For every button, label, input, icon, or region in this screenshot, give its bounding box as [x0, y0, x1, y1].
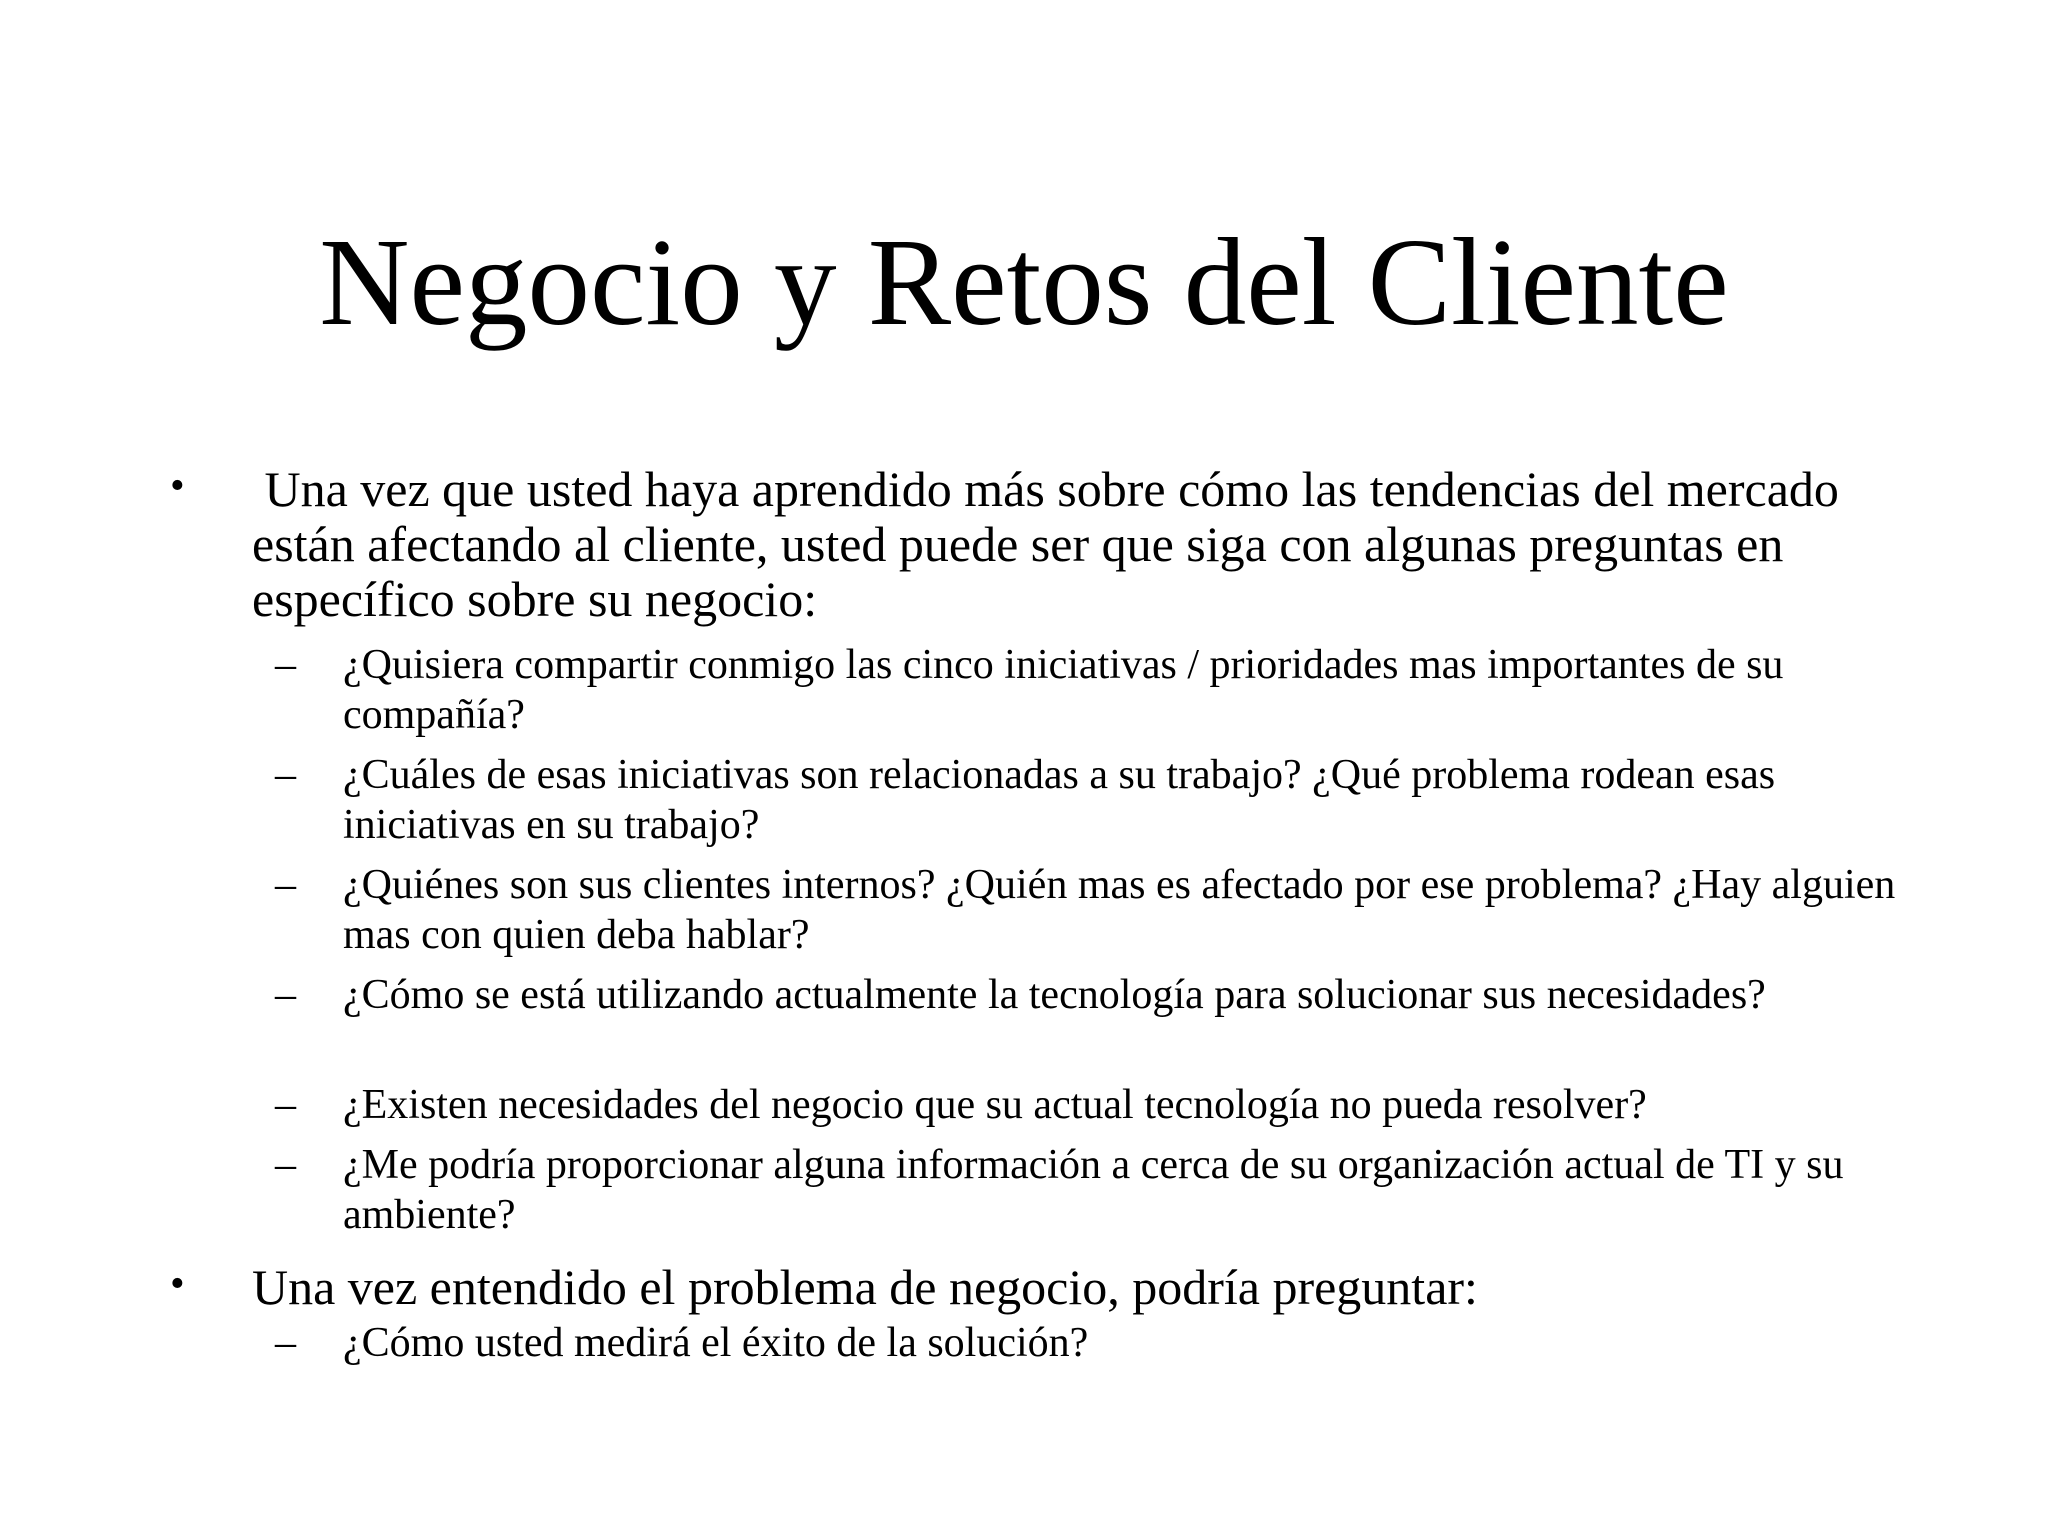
bullet-marker: • — [170, 1261, 185, 1307]
slide-title: Negocio y Retos del Cliente — [319, 214, 1729, 352]
sub-bullet-text: ¿Cuáles de esas iniciativas son relacionadas a su trabajo? ¿Qué problema rodean esas iniciativas en su trabajo? — [343, 752, 1776, 848]
sub-bullet-text: ¿Existen necesidades del negocio que su actual tecnología no pueda resolver? — [343, 1082, 1647, 1128]
dash-marker: – — [275, 1320, 296, 1366]
dash-marker: – — [275, 1082, 296, 1128]
bullet-text: Una vez entendido el problema de negocio, podría preguntar: — [252, 1259, 1478, 1315]
sub-bullet-text: ¿Quiénes son sus clientes internos? ¿Quién mas es afectado por ese problema? ¿Hay alguien mas con quien deba hablar? — [343, 862, 1896, 958]
dash-marker: – — [275, 862, 296, 908]
dash-marker: – — [275, 972, 296, 1018]
dash-marker: – — [275, 1142, 296, 1188]
dash-marker: – — [275, 752, 296, 798]
sub-bullet-text: ¿Cómo se está utilizando actualmente la tecnología para solucionar sus necesidades? — [343, 972, 1766, 1018]
bullet-text: Una vez que usted haya aprendido más sobre cómo las tendencias del mercado están afectando al cliente, usted puede ser que siga con algunas preguntas en específico sobre su negocio: — [252, 461, 1852, 627]
sub-bullet-text: ¿Cómo usted medirá el éxito de la solución? — [343, 1320, 1089, 1366]
dash-marker: – — [275, 642, 296, 688]
bullet-marker: • — [170, 463, 185, 509]
sub-bullet-text: ¿Me podría proporcionar alguna información a cerca de su organización actual de TI y su ambiente? — [343, 1142, 1844, 1238]
sub-bullet-text: ¿Quisiera compartir conmigo las cinco iniciativas / prioridades mas importantes de su compañía? — [343, 642, 1784, 738]
